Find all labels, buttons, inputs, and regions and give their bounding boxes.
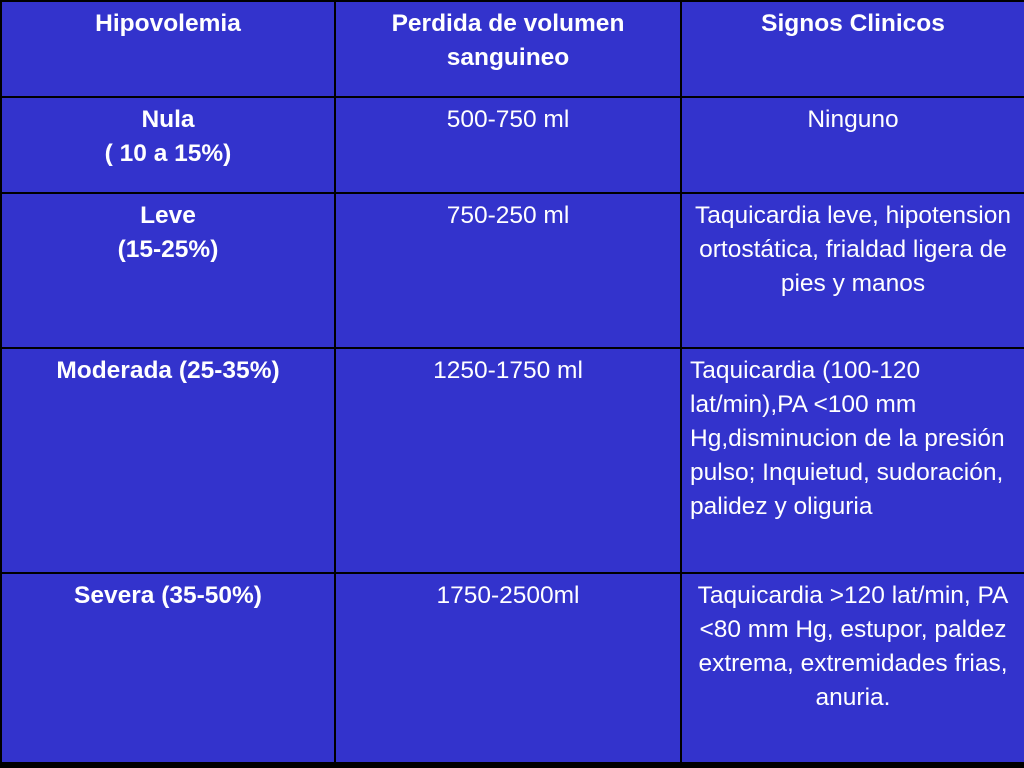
table-header-row [1, 1, 1024, 97]
signs-cell: Taquicardia leve, hipotension ortostática, frialdad ligera de pies y manos [681, 193, 1024, 348]
grade-range: ( 10 a 15%) [104, 140, 232, 167]
table-row [1, 573, 1024, 763]
table-row [1, 193, 1024, 348]
header-volume-loss: Perdida de volumen sanguineo [335, 1, 681, 97]
table-row [1, 348, 1024, 573]
grade-cell [1, 573, 335, 763]
grade-cell [1, 193, 335, 348]
volume-cell: 1750-2500ml [335, 573, 681, 763]
table-row [1, 97, 1024, 193]
signs-cell: Ninguno [681, 97, 1024, 193]
grade-name: Moderada (25-35%) [56, 357, 280, 384]
grade-name: Leve [140, 202, 196, 229]
volume-cell: 1250-1750 ml [335, 348, 681, 573]
grade-range: (15-25%) [117, 236, 219, 263]
signs-cell: Taquicardia >120 lat/min, PA <80 mm Hg, estupor, paldez extrema, extremidades frias, anuria. [681, 573, 1024, 763]
header-hipovolemia: Hipovolemia [1, 1, 335, 97]
header-clinical-signs: Signos Clinicos [681, 1, 1024, 97]
volume-cell: 750-250 ml [335, 193, 681, 348]
grade-cell [1, 348, 335, 573]
signs-cell: Taquicardia (100-120 lat/min),PA <100 mm Hg,disminucion de la presión pulso; Inquietud, sudoración, palidez y oliguria [681, 348, 1024, 573]
grade-name: Nula [141, 106, 195, 133]
volume-cell: 500-750 ml [335, 97, 681, 193]
grade-name: Severa (35-50%) [74, 582, 262, 609]
grade-cell [1, 97, 335, 193]
